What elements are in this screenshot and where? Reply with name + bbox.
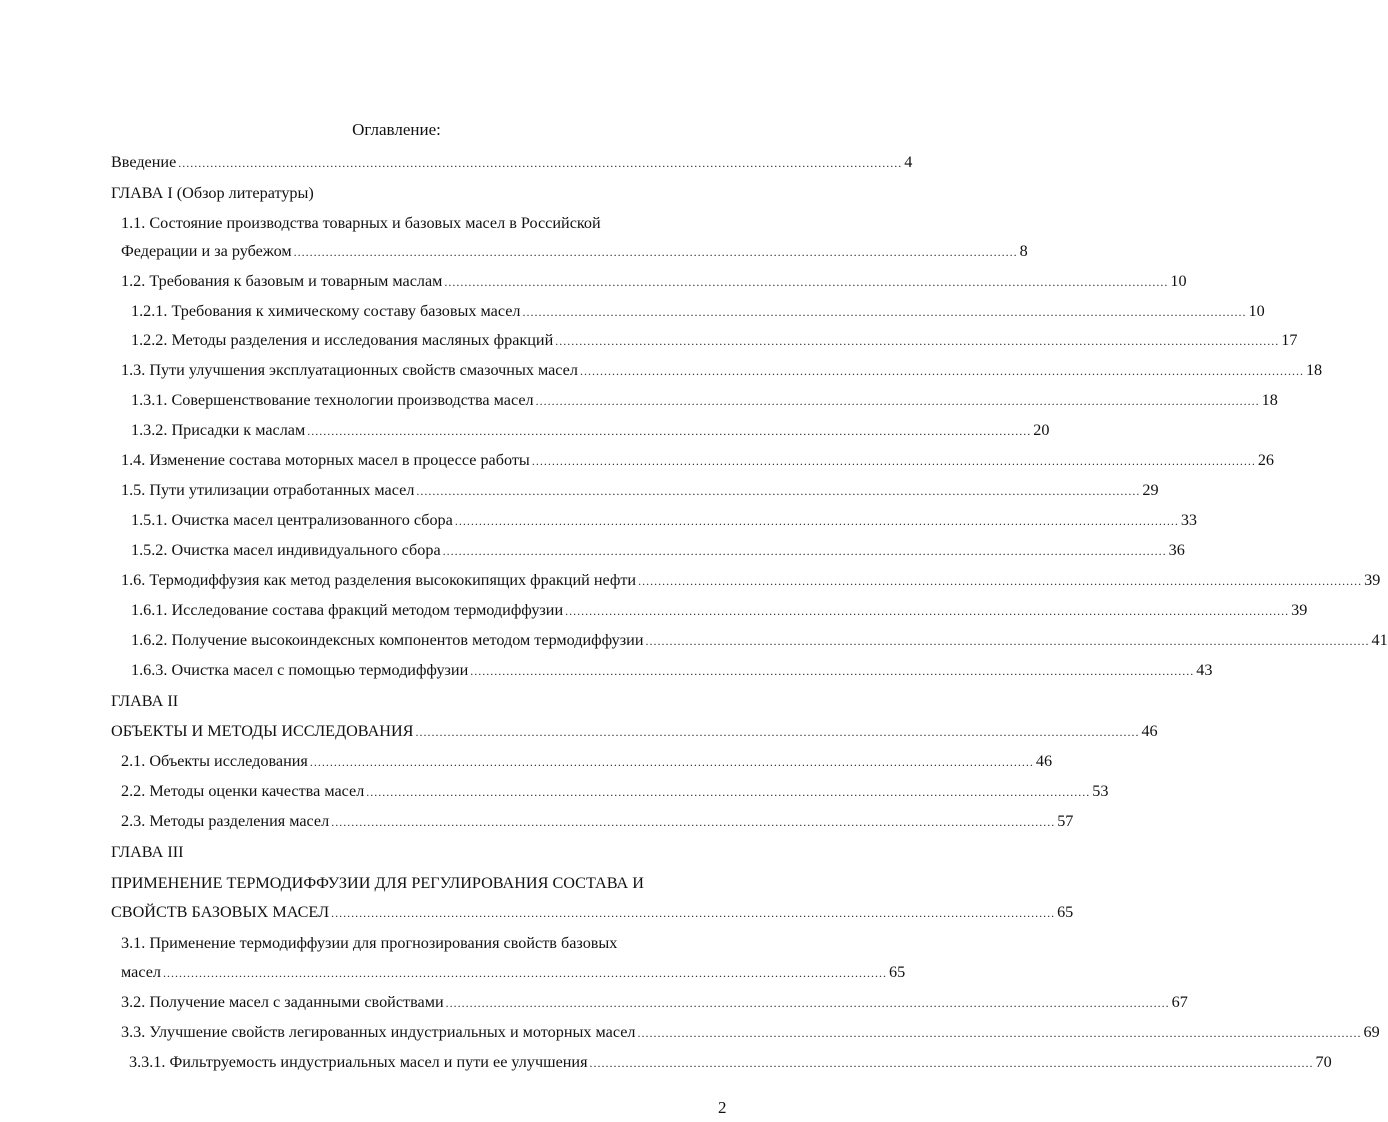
toc-entry[interactable] bbox=[121, 779, 1109, 803]
toc-chapter-heading: ГЛАВА II bbox=[111, 692, 179, 710]
toc-entry-page: 8 bbox=[1019, 242, 1028, 260]
page-number: 2 bbox=[718, 1098, 727, 1117]
toc-entry[interactable] bbox=[129, 1050, 1332, 1074]
toc-leader-dots: ..................................................................................................................................................................................... bbox=[444, 275, 1169, 289]
toc-chapter-heading: ГЛАВА I (Обзор литературы) bbox=[111, 184, 314, 202]
toc-entry-title: 1.3. Пути улучшения эксплуатационных свойств смазочных масел bbox=[121, 361, 578, 379]
toc-entry-page: 67 bbox=[1171, 993, 1188, 1011]
toc-entry[interactable] bbox=[121, 478, 1159, 502]
toc-leader-dots: ..................................................................................................................................................................................... bbox=[645, 634, 1370, 648]
toc-entry-title: 1.4. Изменение состава моторных масел в процессе работы bbox=[121, 451, 530, 469]
toc-leader-dots: ..................................................................................................................................................................................... bbox=[293, 245, 1018, 259]
toc-chapter-heading: ГЛАВА III bbox=[111, 843, 184, 861]
toc-entry[interactable] bbox=[121, 269, 1187, 293]
toc-entry-title: 1.3.1. Совершенствование технологии производства масел bbox=[131, 391, 534, 409]
toc-entry-title: 1.6.1. Исследование состава фракций методом термодиффузии bbox=[131, 601, 564, 619]
toc-entry-page: 18 bbox=[1261, 391, 1278, 409]
toc-entry[interactable] bbox=[121, 960, 906, 984]
toc-leader-dots: ..................................................................................................................................................................................... bbox=[415, 725, 1140, 739]
toc-entry-page: 46 bbox=[1141, 722, 1158, 740]
toc-leader-dots: ..................................................................................................................................................................................... bbox=[638, 574, 1363, 588]
toc-entry-page: 65 bbox=[888, 963, 906, 981]
toc-entry-title: 2.1. Объекты исследования bbox=[121, 752, 308, 770]
toc-leader-dots: ..................................................................................................................................................................................... bbox=[331, 906, 1056, 920]
toc-entry-title-line: 1.1. Состояние производства товарных и базовых масел в Российской bbox=[121, 214, 601, 232]
toc-entry[interactable] bbox=[131, 508, 1198, 532]
toc-entry-title: Федерации и за рубежом bbox=[121, 242, 292, 260]
toc-entry[interactable] bbox=[131, 658, 1213, 682]
toc-entry-page: 29 bbox=[1142, 481, 1159, 499]
toc-entry-page: 43 bbox=[1196, 661, 1213, 679]
toc-entry-title: 1.2. Требования к базовым и товарным маслам bbox=[121, 272, 443, 290]
toc-entry-title: 1.5. Пути утилизации отработанных масел bbox=[121, 481, 415, 499]
toc-entry[interactable] bbox=[111, 150, 913, 174]
toc-entry-page: 46 bbox=[1035, 752, 1053, 770]
toc-entry-title: ОБЪЕКТЫ И МЕТОДЫ ИССЛЕДОВАНИЯ bbox=[111, 722, 414, 740]
toc-entry-page: 10 bbox=[1248, 302, 1265, 320]
toc-entry-title: 3.3. Улучшение свойств легированных индустриальных и моторных масел bbox=[121, 1023, 636, 1041]
toc-leader-dots: ..................................................................................................................................................................................... bbox=[555, 334, 1280, 348]
toc-entry-page: 33 bbox=[1180, 511, 1198, 529]
toc-entry[interactable] bbox=[121, 809, 1074, 833]
toc-entry-title: 1.5.1. Очистка масел централизованного сбора bbox=[131, 511, 453, 529]
toc-entry-page: 36 bbox=[1168, 541, 1185, 559]
toc-entry-title: 3.2. Получение масел с заданными свойствами bbox=[121, 993, 444, 1011]
toc-leader-dots: ..................................................................................................................................................................................... bbox=[416, 484, 1141, 498]
toc-entry-title: 2.2. Методы оценки качества масел bbox=[121, 782, 365, 800]
toc-entry[interactable] bbox=[131, 418, 1050, 442]
toc-leader-dots: ..................................................................................................................................................................................... bbox=[565, 604, 1290, 618]
page-title: Оглавление: bbox=[352, 120, 441, 139]
toc-entry-page: 53 bbox=[1092, 782, 1109, 800]
toc-entry[interactable] bbox=[131, 388, 1278, 412]
toc-leader-dots: ..................................................................................................................................................................................... bbox=[178, 156, 903, 170]
toc-entry-page: 18 bbox=[1305, 361, 1323, 379]
toc-leader-dots: ..................................................................................................................................................................................... bbox=[309, 755, 1034, 769]
toc-entry-page: 20 bbox=[1033, 421, 1050, 439]
toc-entry-page: 39 bbox=[1291, 601, 1308, 619]
toc-entry-title: 1.3.2. Присадки к маслам bbox=[131, 421, 306, 439]
toc-entry[interactable] bbox=[111, 900, 1074, 924]
toc-entry-page: 26 bbox=[1257, 451, 1274, 469]
toc-entry-title: масел bbox=[121, 963, 161, 981]
toc-entry-title: 2.3. Методы разделения масел bbox=[121, 812, 330, 830]
toc-entry-page: 69 bbox=[1363, 1023, 1380, 1041]
toc-entry-title: 1.6.2. Получение высокоиндексных компонентов методом термодиффузии bbox=[131, 631, 644, 649]
toc-entry[interactable] bbox=[131, 328, 1298, 352]
toc-entry-page: 41 bbox=[1371, 631, 1388, 649]
toc-leader-dots: ..................................................................................................................................................................................... bbox=[366, 785, 1091, 799]
toc-entry-page: 57 bbox=[1057, 812, 1074, 830]
toc-entry[interactable] bbox=[121, 990, 1188, 1014]
toc-leader-dots: ..................................................................................................................................................................................... bbox=[331, 815, 1056, 829]
toc-leader-dots: ..................................................................................................................................................................................... bbox=[535, 394, 1260, 408]
toc-entry[interactable] bbox=[121, 358, 1323, 382]
toc-entry-title-line: ПРИМЕНЕНИЕ ТЕРМОДИФФУЗИИ ДЛЯ РЕГУЛИРОВАНИЯ СОСТАВА И bbox=[111, 874, 644, 892]
toc-entry-title: Введение bbox=[111, 153, 177, 171]
toc-entry-page: 17 bbox=[1281, 331, 1298, 349]
toc-entry-title: 1.2.1. Требования к химическому составу базовых масел bbox=[131, 302, 521, 320]
toc-entry[interactable] bbox=[121, 568, 1381, 592]
toc-entry-title: 3.3.1. Фильтруемость индустриальных масел и пути ее улучшения bbox=[129, 1053, 588, 1071]
toc-leader-dots: ..................................................................................................................................................................................... bbox=[445, 996, 1170, 1010]
toc-leader-dots: ..................................................................................................................................................................................... bbox=[470, 664, 1195, 678]
toc-entry-page: 65 bbox=[1057, 903, 1074, 921]
toc-entry[interactable] bbox=[121, 239, 1028, 263]
toc-leader-dots: ..................................................................................................................................................................................... bbox=[589, 1056, 1314, 1070]
toc-entry[interactable] bbox=[131, 628, 1388, 652]
toc-leader-dots: ..................................................................................................................................................................................... bbox=[637, 1026, 1362, 1040]
toc-entry-title: 1.6. Термодиффузия как метод разделения высококипящих фракций нефти bbox=[121, 571, 637, 589]
toc-leader-dots: ..................................................................................................................................................................................... bbox=[162, 966, 887, 980]
toc-leader-dots: ..................................................................................................................................................................................... bbox=[522, 305, 1247, 319]
toc-entry[interactable] bbox=[121, 448, 1274, 472]
toc-entry-page: 4 bbox=[904, 153, 913, 171]
toc-leader-dots: ..................................................................................................................................................................................... bbox=[307, 424, 1032, 438]
toc-entry[interactable] bbox=[131, 538, 1185, 562]
toc-entry[interactable] bbox=[131, 299, 1265, 323]
toc-entry[interactable] bbox=[131, 598, 1308, 622]
toc-entry-page: 39 bbox=[1364, 571, 1381, 589]
toc-entry-title: 1.2.2. Методы разделения и исследования масляных фракций bbox=[131, 331, 554, 349]
toc-leader-dots: ..................................................................................................................................................................................... bbox=[442, 544, 1167, 558]
toc-entry-page: 70 bbox=[1315, 1053, 1332, 1071]
toc-entry-title: СВОЙСТВ БАЗОВЫХ МАСЕЛ bbox=[111, 903, 330, 921]
toc-leader-dots: ..................................................................................................................................................................................... bbox=[454, 514, 1179, 528]
toc-leader-dots: ..................................................................................................................................................................................... bbox=[531, 454, 1256, 468]
toc-entry[interactable] bbox=[121, 1020, 1380, 1044]
toc-entry-title: 1.5.2. Очистка масел индивидуального сбора bbox=[131, 541, 441, 559]
toc-leader-dots: ..................................................................................................................................................................................... bbox=[579, 364, 1304, 378]
toc-entry[interactable] bbox=[111, 719, 1158, 743]
toc-entry-title-line: 3.1. Применение термодиффузии для прогнозирования свойств базовых bbox=[121, 934, 618, 952]
toc-entry-page: 10 bbox=[1170, 272, 1187, 290]
toc-entry[interactable] bbox=[121, 749, 1053, 773]
toc-entry-title: 1.6.3. Очистка масел с помощью термодиффузии bbox=[131, 661, 469, 679]
